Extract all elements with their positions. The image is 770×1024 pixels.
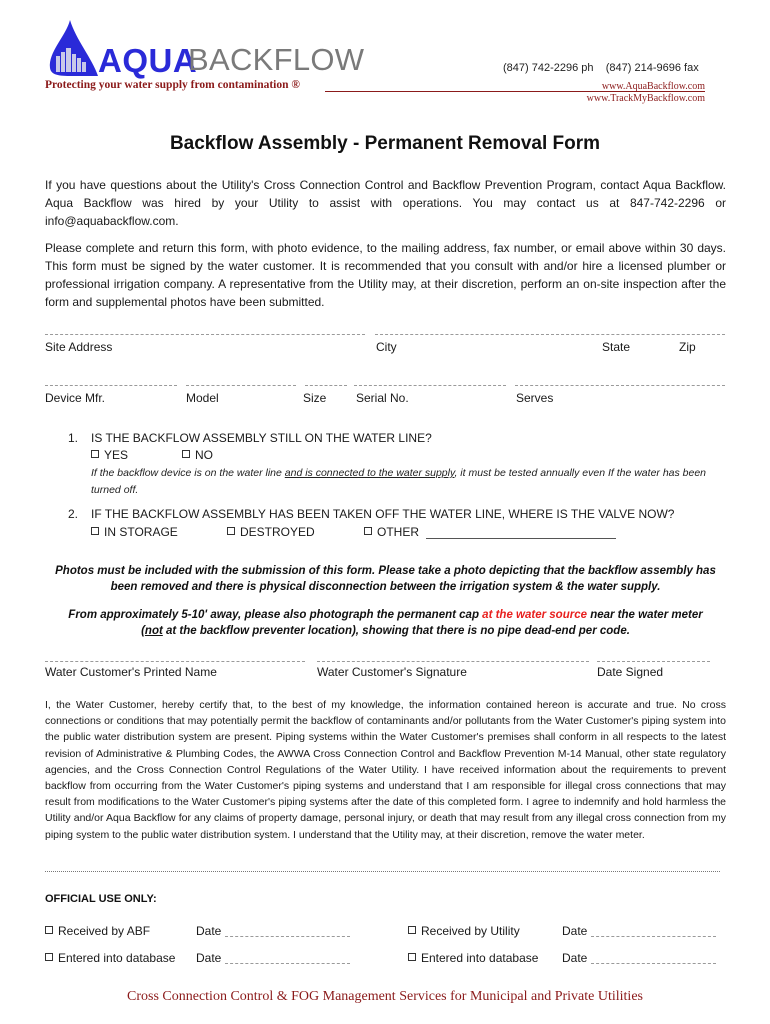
cap-instructions-text-2: near the water meter	[587, 609, 703, 621]
checkbox-entered-database-utility[interactable]	[408, 953, 416, 961]
option-yes[interactable]	[91, 448, 128, 462]
entered-database-label: Entered into database	[421, 951, 539, 965]
printed-name-label: Water Customer's Printed Name	[45, 665, 217, 679]
official-use-heading: OFFICIAL USE ONLY:	[45, 893, 157, 905]
device-mfr-field[interactable]	[45, 385, 177, 386]
logo-backflow-text: BACKFLOW	[188, 42, 365, 77]
size-field[interactable]	[305, 385, 347, 386]
cap-instructions-text-3: at the backflow preventer location), showing that there is no pipe dead-end per code.	[162, 625, 630, 637]
question-1-number: 1.	[68, 431, 79, 445]
date-label: Date	[562, 924, 588, 938]
state-label: State	[602, 340, 631, 354]
option-other-label: OTHER	[377, 525, 419, 539]
checkbox-entered-database-abf[interactable]	[45, 953, 53, 961]
printed-name-field[interactable]	[45, 661, 305, 662]
paren-open: (	[141, 625, 145, 637]
photos-required-notice: Photos must be included with the submission of this form. Please take a photo depicting that the backflow assembly has been removed and there is physical disconnection between the irrigation system & the water supply.	[55, 565, 716, 593]
signature-label: Water Customer's Signature	[317, 665, 467, 679]
date-signed-field[interactable]	[597, 661, 710, 662]
page-title: Backflow Assembly - Permanent Removal Form	[169, 133, 601, 154]
checkbox-received-by-utility[interactable]	[408, 926, 416, 934]
serves-field[interactable]	[515, 385, 725, 386]
size-label: Size	[303, 391, 327, 405]
question-1-note	[91, 465, 721, 499]
option-other[interactable]	[364, 525, 419, 539]
received-by-utility-label: Received by Utility	[421, 924, 520, 938]
date-label: Date	[196, 924, 222, 938]
fax-number: (847) 214-9696 fax	[605, 62, 699, 74]
intro-paragraph-instructions: Please complete and return this form, with photo evidence, to the mailing address, fax number, or email above within 30 days. This form must be signed by the water customer. It is recommended that you consult with and/or hire a licensed plumber or professional irrigation company. A representative from the Utility may, at their discretion, perform an on-site inspection after the form and supplemental photos have been submitted.	[45, 241, 726, 309]
received-by-abf-label: Received by ABF	[58, 924, 151, 938]
entered-database-label: Entered into database	[58, 951, 176, 965]
water-source-highlight: at the water source	[482, 609, 587, 621]
checkbox-no[interactable]	[182, 450, 190, 458]
option-destroyed[interactable]	[227, 525, 315, 539]
model-field[interactable]	[186, 385, 296, 386]
option-destroyed-label: DESTROYED	[240, 525, 315, 539]
city-label: City	[376, 340, 397, 354]
entered-into-database-abf[interactable]	[45, 951, 175, 965]
entered-database-utility-date[interactable]	[562, 951, 716, 965]
option-no[interactable]	[182, 448, 213, 462]
entered-into-database-utility[interactable]	[408, 951, 538, 965]
option-no-label: NO	[195, 448, 213, 462]
footer-tagline: Cross Connection Control & FOG Management Services for Municipal and Private Utilities	[127, 989, 643, 1004]
intro-paragraph-contact: If you have questions about the Utility's Cross Connection Control and Backflow Prevention Program, contact Aqua Backflow. Aqua Backflow was hired by your Utility to assist with operations. You may contact us at 847-742-2296 or info@aquabackflow.com.	[45, 178, 726, 228]
photo-cap-instructions	[45, 607, 726, 639]
serial-no-field[interactable]	[354, 385, 506, 386]
checkbox-in-storage[interactable]	[91, 527, 99, 535]
other-location-field[interactable]	[426, 538, 616, 539]
checkbox-yes[interactable]	[91, 450, 99, 458]
received-by-abf[interactable]	[45, 924, 150, 938]
serves-label: Serves	[516, 391, 554, 405]
model-label: Model	[186, 391, 219, 405]
date-field[interactable]	[591, 952, 716, 964]
date-field[interactable]	[225, 925, 350, 937]
logo-aqua-text: AQUA	[98, 42, 198, 79]
cap-instructions-text: From approximately 5-10' away, please also photograph the permanent cap	[68, 609, 483, 621]
question-1-text: IS THE BACKFLOW ASSEMBLY STILL ON THE WATER LINE?	[91, 431, 432, 445]
city-state-zip-field[interactable]	[375, 334, 725, 335]
option-in-storage-label: IN STORAGE	[104, 525, 178, 539]
received-by-utility[interactable]	[408, 924, 520, 938]
date-signed-label: Date Signed	[597, 665, 664, 679]
device-mfr-label: Device Mfr.	[45, 391, 106, 405]
tagline: Protecting your water supply from contamination ®	[45, 79, 300, 91]
date-field[interactable]	[591, 925, 716, 937]
section-separator	[45, 871, 720, 872]
signature-field[interactable]	[317, 661, 589, 662]
date-label: Date	[562, 951, 588, 965]
date-label: Date	[196, 951, 222, 965]
option-in-storage[interactable]	[91, 525, 178, 539]
not-emphasis: not	[144, 625, 163, 637]
contact-numbers	[503, 62, 699, 74]
certification-statement: I, the Water Customer, hereby certify that, to the best of my knowledge, the information contained hereon is accurate and true. No cross connections or conditions that may potentially permit the backflow of contaminants and/or pollutants from the Water Customer's piping system into the public water distribution system are present. Piping systems within the Water Customer's premises shall conform in all respects to the latest revision of Administrative & Plumbing Codes, the AWWA Cross Connection Control and Backflow Prevention M-14 Manual, other state regulatory agencies, and the Cross Connection Control Regulations of the Water Utility. I have received information about the requirements to prevent backflow from occurring from the Water Customer's piping systems and understand that I am responsible for illegal cross connections that may result from modifications to the Water Customer's piping systems after the date of this completed form. I agree to indemnify and hold harmless the Utility and/or Aqua Backflow for any claims of property damage, personal injury, or death that may result from any illegal cross connection from my piping system to the public water distribution system. I understand that the Utility may, at their discretion, remove the water meter.	[45, 699, 726, 841]
checkbox-other[interactable]	[364, 527, 372, 535]
question-2-number: 2.	[68, 507, 79, 521]
question-2-text: IF THE BACKFLOW ASSEMBLY HAS BEEN TAKEN OFF THE WATER LINE, WHERE IS THE VALVE NOW?	[91, 507, 675, 521]
phone-number: (847) 742-2296 ph	[503, 62, 594, 74]
date-field[interactable]	[225, 952, 350, 964]
serial-no-label: Serial No.	[356, 391, 409, 405]
checkbox-received-by-abf[interactable]	[45, 926, 53, 934]
site-address-field[interactable]	[45, 334, 365, 335]
site-address-label: Site Address	[45, 340, 113, 354]
water-drop-icon	[42, 18, 102, 78]
received-by-utility-date[interactable]	[562, 924, 716, 938]
checkbox-destroyed[interactable]	[227, 527, 235, 535]
option-yes-label: YES	[104, 448, 129, 462]
note-text: If the backflow device is on the water line	[91, 467, 285, 479]
entered-database-abf-date[interactable]	[196, 951, 350, 965]
note-text-end: , it must be tested annually even If the water has been turned off.	[91, 467, 707, 496]
note-underlined-text: and is connected to the water supply	[284, 467, 455, 479]
zip-label: Zip	[679, 340, 696, 354]
website-link-aquabackflow[interactable]: www.AquaBackflow.com	[601, 81, 705, 92]
website-link-trackmybackflow[interactable]: www.TrackMyBackflow.com	[586, 93, 705, 104]
received-by-abf-date[interactable]	[196, 924, 350, 938]
company-logo	[42, 18, 365, 79]
